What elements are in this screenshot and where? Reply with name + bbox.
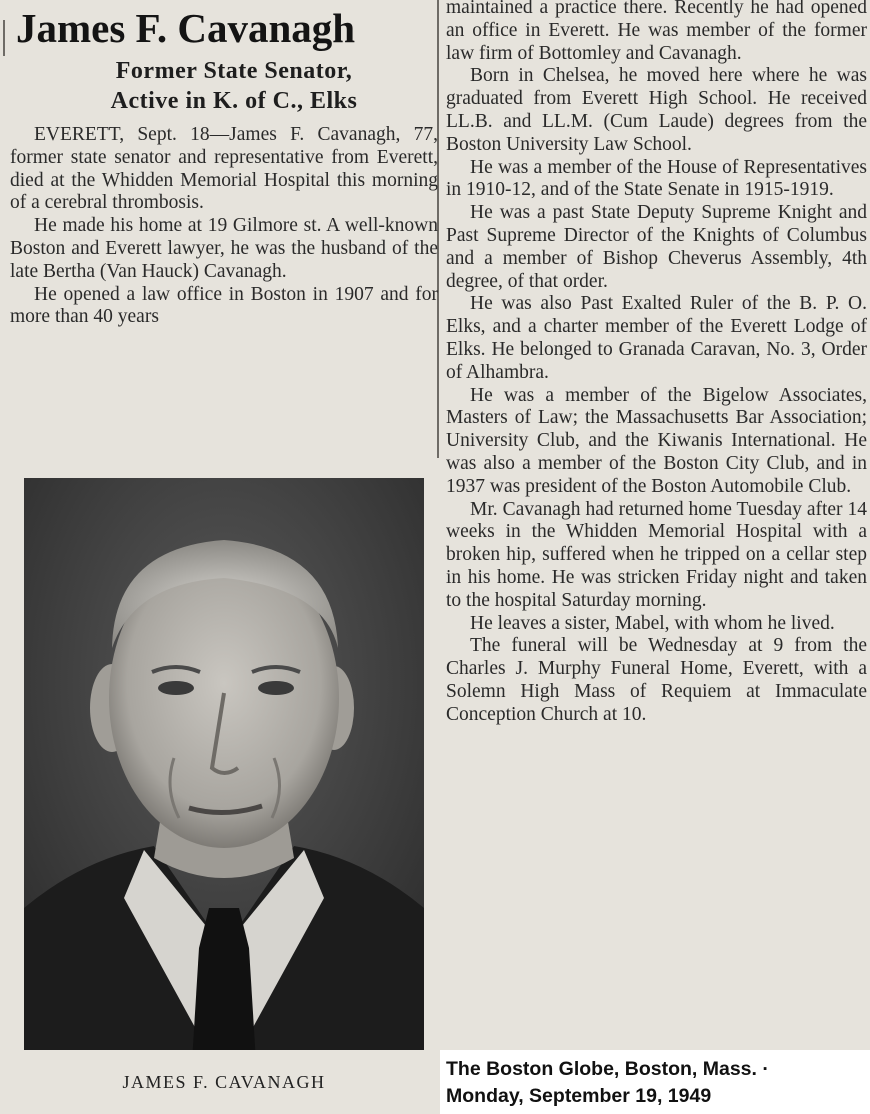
subheadline: [30, 56, 438, 116]
right-column: [446, 0, 867, 727]
portrait-illustration: [24, 478, 424, 1062]
paragraph: The funeral will be Wednesday at 9 from the Charles J. Murphy Funeral Home, Everett, with a Solemn High Mass of Requiem at Immaculate Conception Church at 10.: [446, 635, 867, 725]
paragraph: He made his home at 19 Gilmore st. A well-known Boston and Everett lawyer, he was the husband of the late Bertha (Van Hauck) Cavanagh.: [10, 215, 438, 282]
paragraph: He was also Past Exalted Ruler of the B. P. O. Elks, and a charter member of the Everett Lodge of Elks. He belonged to Granada Caravan, No. 3, Order of Alhambra.: [446, 293, 867, 383]
source-citation: [446, 1056, 769, 1110]
left-column: [10, 0, 438, 329]
left-border-rule: [3, 20, 5, 56]
paragraph: Mr. Cavanagh had returned home Tuesday after 14 weeks in the Whidden Memorial Hospital with a broken hip, suffered when he tripped on a cellar step in his home. He was stricken Friday night and taken to the hospital Saturday morning.: [446, 498, 867, 611]
paragraph: He was a past State Deputy Supreme Knight and Past Supreme Director of the Knights of Columbus and a member of Bishop Cheverus Assembly, 4th degree, of that order.: [446, 202, 867, 292]
portrait-photo: [24, 478, 424, 1062]
right-body: [446, 0, 867, 727]
photo-caption: JAMES F. CAVANAGH: [122, 1072, 326, 1092]
left-body: [10, 124, 438, 329]
paragraph: He leaves a sister, Mabel, with whom he lived.: [470, 612, 835, 634]
paragraph: He opened a law office in Boston in 1907 and for more than 40 years: [10, 283, 438, 328]
headline: James F. Cavanagh: [16, 5, 356, 51]
paragraph: EVERETT, Sept. 18—James F. Cavanagh, 77, former state senator and representative from Everett, died at the Whidden Memorial Hospital this morning of a cerebral thrombosis.: [10, 124, 438, 214]
subhead-line-2: Active in K. of C., Elks: [110, 88, 358, 114]
source-date: Monday, September 19, 1949: [446, 1085, 712, 1107]
paragraph: Born in Chelsea, he moved here where he was graduated from Everett High School. He received LL.B. and LL.M. (Cum Laude) degrees from the Boston University Law School.: [446, 65, 867, 155]
paragraph: He was a member of the House of Representatives in 1910-12, and of the State Senate in 1915-1919.: [446, 156, 867, 201]
source-publication: The Boston Globe, Boston, Mass. ·: [446, 1058, 769, 1080]
paragraph: maintained a practice there. Recently he had opened an office in Everett. He was member of the former law firm of Bottomley and Cavanagh.: [446, 0, 867, 64]
subhead-line-1: Former State Senator,: [115, 58, 353, 84]
paragraph: He was a member of the Bigelow Associates, Masters of Law; the Massachusetts Bar Association; University Club, and the Kiwanis International. He was also a member of the Boston City Club, and in 1937 was president of the Boston Automobile Club.: [446, 384, 867, 497]
